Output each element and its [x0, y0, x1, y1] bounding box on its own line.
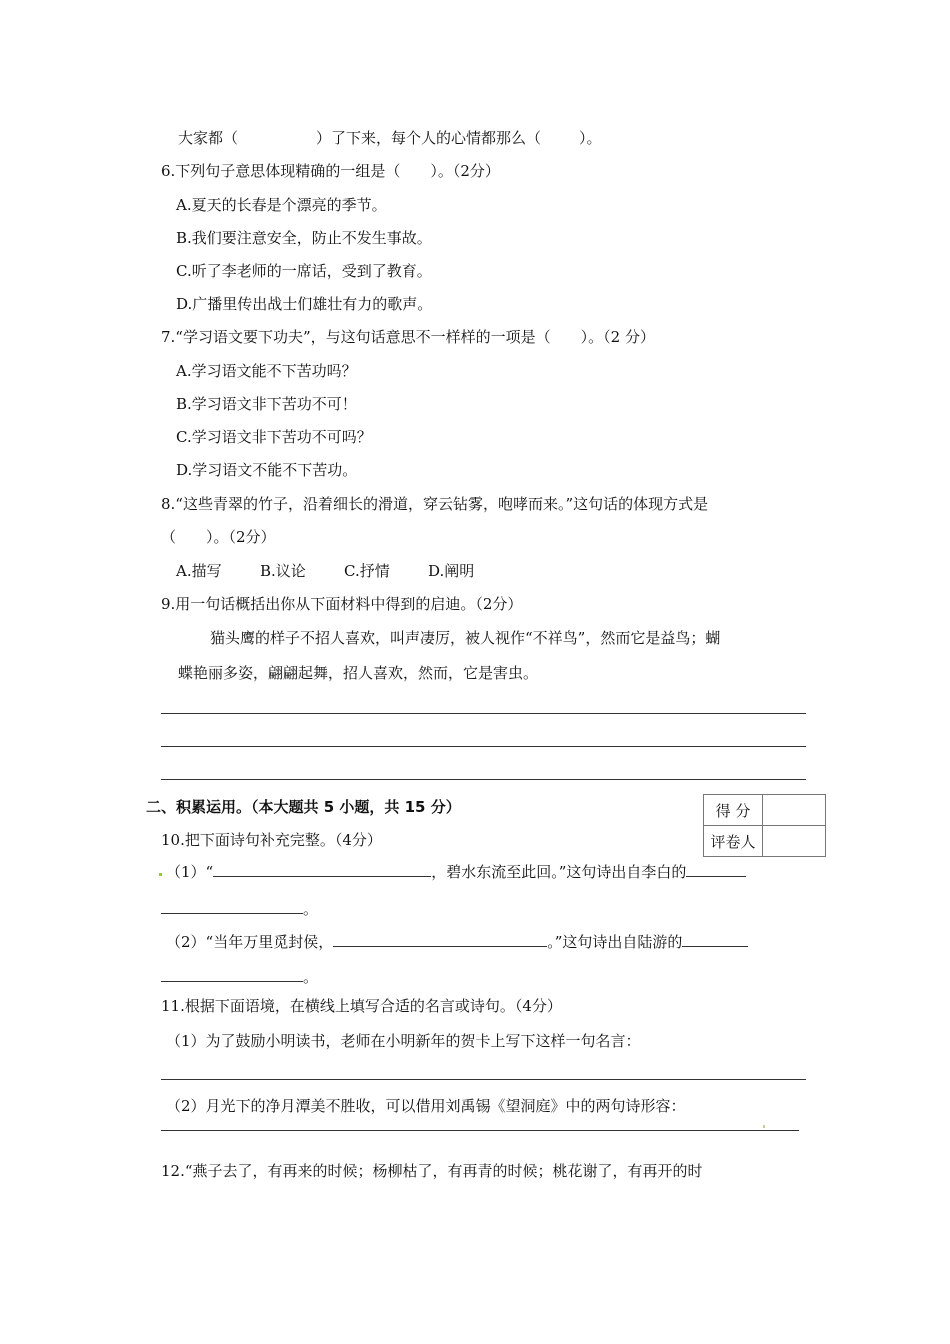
q5-end: ）。	[579, 129, 602, 147]
q6-option-d: D.广播里传出战士们雄壮有力的歌声。	[176, 295, 433, 313]
q9-answer-line-2[interactable]	[161, 746, 806, 747]
q10-part-2-cont	[161, 966, 318, 987]
q8-option-a: A.描写	[176, 562, 222, 580]
q11-p2-answer-line[interactable]	[161, 1130, 799, 1131]
faint-dot-mark	[763, 1125, 765, 1128]
q10-p2-period: 。	[303, 968, 319, 986]
q6-option-a: A.夏天的长春是个漂亮的季节。	[176, 196, 387, 214]
q8-stem-cont: （ ）。（2分）	[161, 528, 276, 546]
score-box	[703, 794, 826, 857]
q10-p1-source-blank[interactable]	[686, 861, 746, 877]
q7-stem: 7.“学习语文要下功夫”，与这句话意思不一样样的一项是（ ）。（2 分）	[161, 328, 655, 346]
q10-p2-prefix: （2）“当年万里觅封侯，	[166, 933, 334, 951]
grader-label: 评卷人	[704, 826, 763, 857]
green-dot-mark	[159, 873, 162, 876]
q9-stem: 9.用一句话概括出你从下面材料中得到的启迪。（2分）	[161, 595, 523, 613]
q7-option-a: A.学习语文能不下苦功吗？	[176, 362, 357, 380]
q8-stem: 8.“这些青翠的竹子，沿着细长的滑道，穿云钻雾，咆哮而来。”这句话的体现方式是	[161, 495, 709, 513]
q10-part-1	[166, 861, 746, 882]
q10-p1-prefix: （1）“	[166, 863, 214, 881]
section-2-title: 二、积累运用。（本大题共 5 小题，共 15 分）	[146, 798, 461, 816]
q11-part-1: （1）为了鼓励小明读书，老师在小明新年的贺卡上写下这样一句名言：	[166, 1032, 641, 1050]
q7-option-c: C.学习语文非下苦功不可吗？	[176, 428, 372, 446]
q11-stem: 11.根据下面语境，在横线上填写合适的名言或诗句。（4分）	[161, 997, 562, 1015]
score-field[interactable]	[763, 795, 826, 826]
q10-p2-text: 。”这句诗出自陆游的	[547, 933, 683, 951]
q5-prefix: 大家都（	[178, 129, 239, 147]
q8-option-d: D.阐明	[428, 562, 475, 580]
q7-option-b: B.学习语文非下苦功不可！	[176, 395, 357, 413]
q10-p2-blank[interactable]	[333, 931, 547, 947]
q5-line	[178, 128, 602, 148]
score-label: 得 分	[704, 795, 763, 826]
q10-p2-source-blank-cont[interactable]	[161, 966, 303, 982]
q10-p1-period: 。	[303, 900, 319, 918]
grader-field[interactable]	[763, 826, 826, 857]
q10-p2-source-blank[interactable]	[682, 931, 748, 947]
q11-p1-answer-line[interactable]	[161, 1079, 806, 1080]
q9-passage-line-2: 蝶艳丽多姿，翩翩起舞，招人喜欢，然而，它是害虫。	[178, 664, 539, 682]
q8-option-c: C.抒情	[344, 562, 390, 580]
q12-stem: 12.“燕子去了，有再来的时候；杨柳枯了，有再青的时候；桃花谢了，有再开的时	[161, 1162, 703, 1180]
q7-option-d: D.学习语文不能不下苦功。	[176, 461, 358, 479]
q6-option-b: B.我们要注意安全，防止不发生事故。	[176, 229, 432, 247]
q10-p1-blank[interactable]	[213, 861, 431, 877]
q8-option-b: B.议论	[260, 562, 306, 580]
q9-answer-line-3[interactable]	[161, 779, 806, 780]
q11-part-2: （2）月光下的净月潭美不胜收，可以借用刘禹锡《望洞庭》中的两句诗形容：	[166, 1097, 686, 1115]
q5-mid: ）了下来，每个人的心情都那么（	[316, 129, 542, 147]
q6-stem: 6.下列句子意思体现精确的一组是（ ）。（2分）	[161, 162, 500, 180]
q9-answer-line-1[interactable]	[161, 713, 806, 714]
q9-passage-line-1: 猫头鹰的样子不招人喜欢，叫声凄厉，被人视作“不祥鸟”，然而它是益鸟；蝴	[210, 629, 721, 647]
q10-stem: 10.把下面诗句补充完整。（4分）	[161, 831, 382, 849]
q10-p1-text: ，碧水东流至此回。”这句诗出自李白的	[431, 863, 687, 881]
q10-part-1-cont	[161, 898, 318, 919]
q10-part-2	[166, 931, 748, 952]
q6-option-c: C.听了李老师的一席话，受到了教育。	[176, 262, 432, 280]
q10-p1-source-blank-cont[interactable]	[161, 898, 303, 914]
